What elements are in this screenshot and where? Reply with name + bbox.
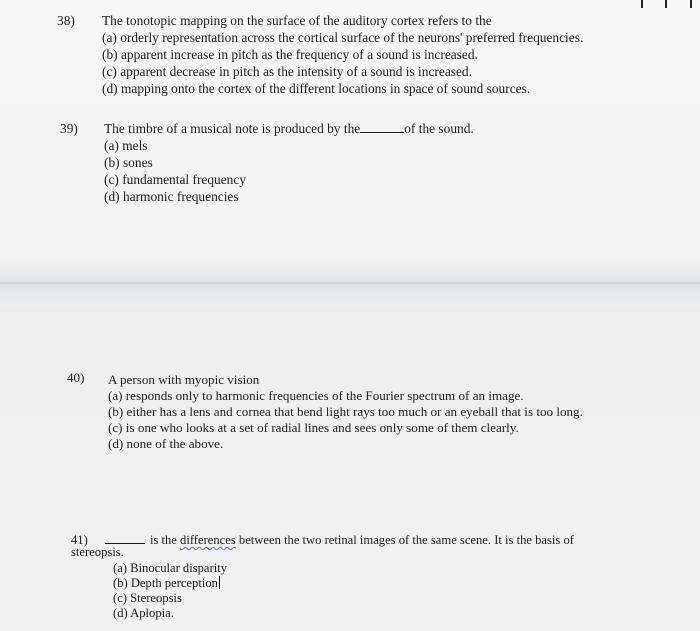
edge-mark xyxy=(665,0,667,8)
question-stem: A person with myopic vision xyxy=(108,372,260,387)
stem-text: The timbre of a musical note is produced by the xyxy=(104,121,361,136)
answer-option-a: (a) Binocular disparity xyxy=(113,561,228,575)
answer-option-b: (b) apparent increase in pitch as the frequency of a sound is increased. xyxy=(102,47,478,62)
question-number: 40) xyxy=(67,370,85,385)
option-text: (b) Depth perception xyxy=(113,576,218,590)
answer-option-a: (a) responds only to harmonic frequencies of the Fourier spectrum of an image. xyxy=(108,388,524,403)
answer-option-a: (a) orderly representation across the cortical surface of the neurons' preferred frequencies. xyxy=(102,30,584,45)
question-stem xyxy=(104,120,474,137)
answer-option-b xyxy=(113,576,227,591)
question-number: 41) xyxy=(71,533,88,547)
answer-option-c: (c) apparent decrease in pitch as the intensity of a sound is increased. xyxy=(102,64,472,79)
question-number: 39) xyxy=(60,121,78,136)
question-stem: The tonotopic mapping on the surface of the auditory cortex refers to the xyxy=(102,13,492,28)
question-number: 38) xyxy=(57,13,75,28)
paper-fold-line xyxy=(0,282,700,284)
answer-option-c: (c) fundamental frequency xyxy=(104,172,247,187)
answer-option-b: (b) either has a lens and cornea that bend light rays too much or an eyeball that is too long. xyxy=(108,404,583,419)
paper-lower-section xyxy=(0,306,700,631)
answer-blank xyxy=(105,531,145,544)
stem-continuation: stereopsis. xyxy=(71,545,124,559)
answer-option-d: (d) none of the above. xyxy=(108,436,224,451)
answer-option-d: (d) mapping onto the cortex of the different locations in space of sound sources. xyxy=(102,81,531,96)
question-stem xyxy=(71,531,574,548)
stem-text: between the two retinal images of the same scene. It is the basis of xyxy=(238,533,574,547)
stem-text: of the sound. xyxy=(404,121,474,136)
grammar-flagged-word: differences xyxy=(180,533,236,547)
answer-blank xyxy=(360,120,404,133)
answer-option-c: (c) is one who looks at a set of radial lines and sees only some of them clearly. xyxy=(108,420,519,435)
answer-option-c: (c) Stereopsis xyxy=(113,591,182,605)
edge-mark xyxy=(641,0,643,8)
answer-option-a: (a) mels xyxy=(104,138,148,153)
answer-option-d: (d) Aplopia. xyxy=(113,606,174,620)
edge-mark xyxy=(690,0,692,8)
answer-option-d: (d) harmonic frequencies xyxy=(104,189,239,204)
text-cursor xyxy=(219,576,220,589)
stem-text: is the xyxy=(149,533,177,547)
answer-option-b: (b) sones xyxy=(104,155,153,170)
